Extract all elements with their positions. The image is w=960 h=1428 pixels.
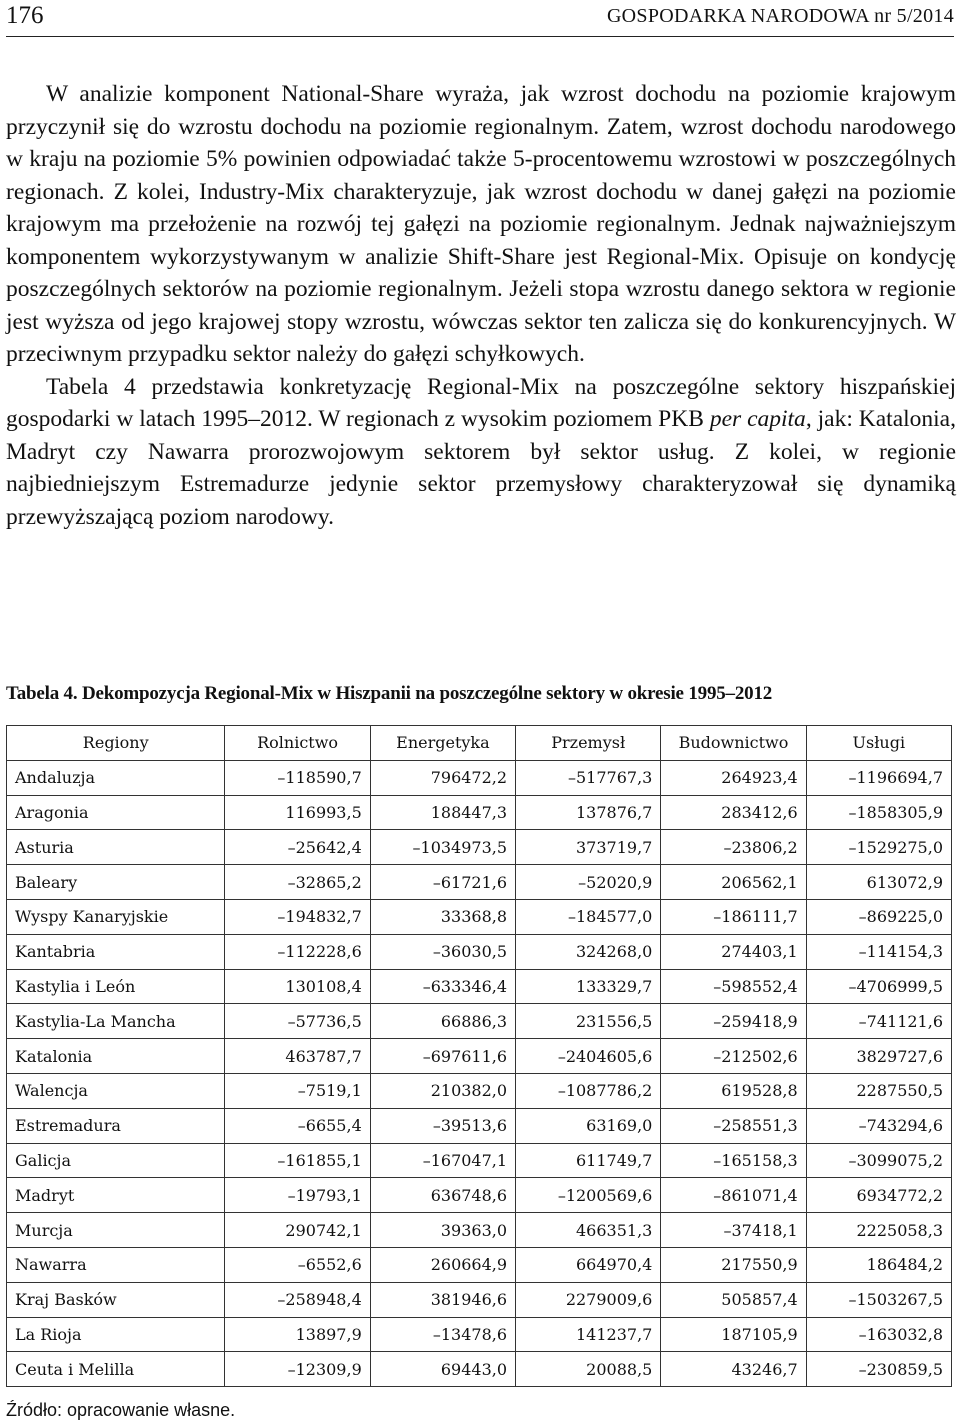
table-row <box>7 899 952 934</box>
value-cell: 66886,3 <box>370 1004 515 1039</box>
region-cell: Wyspy Kanaryjskie <box>7 899 225 934</box>
value-cell: –12309,9 <box>225 1352 370 1387</box>
region-cell: Kraj Basków <box>7 1282 225 1317</box>
value-cell: –1034973,5 <box>370 830 515 865</box>
value-cell: –23806,2 <box>661 830 806 865</box>
value-cell: –517767,3 <box>516 760 661 795</box>
value-cell: –3099075,2 <box>806 1143 951 1178</box>
table-row <box>7 1352 952 1387</box>
value-cell: 324268,0 <box>516 934 661 969</box>
value-cell: 33368,8 <box>370 899 515 934</box>
value-cell: –258948,4 <box>225 1282 370 1317</box>
value-cell: –1196694,7 <box>806 760 951 795</box>
value-cell: –13478,6 <box>370 1317 515 1352</box>
region-cell: Nawarra <box>7 1247 225 1282</box>
table-row <box>7 795 952 830</box>
value-cell: 3829727,6 <box>806 1039 951 1074</box>
journal-title: GOSPODARKA NARODOWA nr 5/2014 <box>606 5 954 27</box>
table-header-row <box>7 726 952 761</box>
value-cell: 381946,6 <box>370 1282 515 1317</box>
header-budownictwo: Budownictwo <box>661 726 806 761</box>
table-caption: Tabela 4. Dekompozycja Regional-Mix w Hiszpanii na poszczególne sektory w okresie 1995–2012 <box>6 683 773 704</box>
paragraph-text: W analizie komponent National-Share wyraża, jak wzrost dochodu na poziomie krajowym przyczynił się do wzrostu dochodu na poziomie regionalnym. Zatem, wzrost dochodu narodowego w kraju na poziomie 5% powinien odpowiadać także 5-procentowemu wzrostowi w poszczególnych regionach. Z kolei, Industry-Mix charakteryzuje, jak wzrost dochodu w danej gałęzi na poziomie krajowym ma przełożenie na rozwój tej gałęzi na poziomie regionalnym. Jednak najważniejszym komponentem wykorzystywanym w analizie Shift-Share jest Regional-Mix. Opisuje on kondycję poszczególnych sektorów na poziomie regionalnym. Jeżeli stopa wzrostu danego sektora w regionie jest wyższa od jego krajowej stopy wzrostu, wówczas sektor ten zalicza się do konkurencyjnych. W przeciwnym przypadku sektor należy do gałęzi schyłkowych. <box>6 81 956 367</box>
region-cell: Ceuta i Melilla <box>7 1352 225 1387</box>
value-cell: –1087786,2 <box>516 1073 661 1108</box>
value-cell: –259418,9 <box>661 1004 806 1039</box>
value-cell: 6934772,2 <box>806 1178 951 1213</box>
value-cell: 137876,7 <box>516 795 661 830</box>
value-cell: –19793,1 <box>225 1178 370 1213</box>
table-row <box>7 1317 952 1352</box>
regional-mix-table <box>6 725 952 1387</box>
value-cell: 264923,4 <box>661 760 806 795</box>
value-cell: –61721,6 <box>370 865 515 900</box>
region-cell: Estremadura <box>7 1108 225 1143</box>
value-cell: –52020,9 <box>516 865 661 900</box>
value-cell: –741121,6 <box>806 1004 951 1039</box>
table-row <box>7 1039 952 1074</box>
value-cell: 664970,4 <box>516 1247 661 1282</box>
value-cell: –37418,1 <box>661 1213 806 1248</box>
value-cell: 636748,6 <box>370 1178 515 1213</box>
table-row <box>7 830 952 865</box>
table-row <box>7 760 952 795</box>
table-row <box>7 1004 952 1039</box>
value-cell: –57736,5 <box>225 1004 370 1039</box>
value-cell: –161855,1 <box>225 1143 370 1178</box>
value-cell: 2225058,3 <box>806 1213 951 1248</box>
value-cell: –25642,4 <box>225 830 370 865</box>
region-cell: Murcja <box>7 1213 225 1248</box>
value-cell: –1529275,0 <box>806 830 951 865</box>
value-cell: 463787,7 <box>225 1039 370 1074</box>
value-cell: 63169,0 <box>516 1108 661 1143</box>
value-cell: –869225,0 <box>806 899 951 934</box>
value-cell: 466351,3 <box>516 1213 661 1248</box>
value-cell: –1503267,5 <box>806 1282 951 1317</box>
value-cell: –186111,7 <box>661 899 806 934</box>
header-regiony: Regiony <box>7 726 225 761</box>
value-cell: 283412,6 <box>661 795 806 830</box>
value-cell: –39513,6 <box>370 1108 515 1143</box>
value-cell: –167047,1 <box>370 1143 515 1178</box>
body-text <box>6 78 956 533</box>
value-cell: –6552,6 <box>225 1247 370 1282</box>
value-cell: 187105,9 <box>661 1317 806 1352</box>
value-cell: –258551,3 <box>661 1108 806 1143</box>
region-cell: Galicja <box>7 1143 225 1178</box>
value-cell: –212502,6 <box>661 1039 806 1074</box>
table-row <box>7 1213 952 1248</box>
table-row <box>7 1073 952 1108</box>
value-cell: –118590,7 <box>225 760 370 795</box>
value-cell: –1200569,6 <box>516 1178 661 1213</box>
region-cell: Walencja <box>7 1073 225 1108</box>
value-cell: 39363,0 <box>370 1213 515 1248</box>
value-cell: 188447,3 <box>370 795 515 830</box>
table-row <box>7 865 952 900</box>
region-cell: La Rioja <box>7 1317 225 1352</box>
value-cell: 217550,9 <box>661 1247 806 1282</box>
value-cell: 206562,1 <box>661 865 806 900</box>
region-cell: Madryt <box>7 1178 225 1213</box>
value-cell: –194832,7 <box>225 899 370 934</box>
region-cell: Andaluzja <box>7 760 225 795</box>
region-cell: Kastylia i León <box>7 969 225 1004</box>
table-row <box>7 1178 952 1213</box>
value-cell: –7519,1 <box>225 1073 370 1108</box>
value-cell: 210382,0 <box>370 1073 515 1108</box>
paragraph-2 <box>6 371 956 534</box>
region-cell: Kastylia-La Mancha <box>7 1004 225 1039</box>
value-cell: 373719,7 <box>516 830 661 865</box>
italic-term: per capita <box>709 406 806 432</box>
region-cell: Kantabria <box>7 934 225 969</box>
value-cell: 13897,9 <box>225 1317 370 1352</box>
value-cell: –36030,5 <box>370 934 515 969</box>
value-cell: –230859,5 <box>806 1352 951 1387</box>
header-rolnictwo: Rolnictwo <box>225 726 370 761</box>
value-cell: 796472,2 <box>370 760 515 795</box>
value-cell: 611749,7 <box>516 1143 661 1178</box>
value-cell: 505857,4 <box>661 1282 806 1317</box>
value-cell: 43246,7 <box>661 1352 806 1387</box>
region-cell: Asturia <box>7 830 225 865</box>
value-cell: –114154,3 <box>806 934 951 969</box>
header-energetyka: Energetyka <box>370 726 515 761</box>
value-cell: –598552,4 <box>661 969 806 1004</box>
value-cell: –861071,4 <box>661 1178 806 1213</box>
region-cell: Baleary <box>7 865 225 900</box>
value-cell: –4706999,5 <box>806 969 951 1004</box>
value-cell: 130108,4 <box>225 969 370 1004</box>
value-cell: 2287550,5 <box>806 1073 951 1108</box>
value-cell: 116993,5 <box>225 795 370 830</box>
table-row <box>7 1108 952 1143</box>
value-cell: –32865,2 <box>225 865 370 900</box>
table-source: Źródło: opracowanie własne. <box>6 1400 236 1420</box>
value-cell: –1858305,9 <box>806 795 951 830</box>
table-row <box>7 1282 952 1317</box>
value-cell: 20088,5 <box>516 1352 661 1387</box>
value-cell: 290742,1 <box>225 1213 370 1248</box>
value-cell: –2404605,6 <box>516 1039 661 1074</box>
table-row <box>7 969 952 1004</box>
region-cell: Aragonia <box>7 795 225 830</box>
value-cell: 69443,0 <box>370 1352 515 1387</box>
value-cell: –184577,0 <box>516 899 661 934</box>
value-cell: –112228,6 <box>225 934 370 969</box>
value-cell: 231556,5 <box>516 1004 661 1039</box>
value-cell: 260664,9 <box>370 1247 515 1282</box>
header-uslugi: Usługi <box>806 726 951 761</box>
paragraph-1 <box>6 78 956 371</box>
value-cell: 141237,7 <box>516 1317 661 1352</box>
value-cell: 274403,1 <box>661 934 806 969</box>
value-cell: 186484,2 <box>806 1247 951 1282</box>
value-cell: –633346,4 <box>370 969 515 1004</box>
paragraph-text: Tabela 4 przedstawia konkretyzację Regional-Mix na poszczególne sektory hiszpańskiej gospodarki w latach 1995–2012. W regionach z wysokim poziomem PKB <box>6 373 956 432</box>
table-row <box>7 1143 952 1178</box>
value-cell: –743294,6 <box>806 1108 951 1143</box>
value-cell: –697611,6 <box>370 1039 515 1074</box>
table-row <box>7 934 952 969</box>
page-number: 176 <box>6 2 44 29</box>
region-cell: Katalonia <box>7 1039 225 1074</box>
value-cell: –6655,4 <box>225 1108 370 1143</box>
value-cell: 619528,8 <box>661 1073 806 1108</box>
value-cell: 133329,7 <box>516 969 661 1004</box>
table-row <box>7 1247 952 1282</box>
table-body <box>7 760 952 1386</box>
value-cell: –165158,3 <box>661 1143 806 1178</box>
paragraph-text: , jak: Katalonia, Madryt czy Nawarra prorozwojowym sektorem był sektor usług. Z kolei, w regionie najbiedniejszym Estremadurze jedynie sektor przemysłowy charakteryzował się dynamiką przewyższającą poziom narodowy. <box>6 406 956 530</box>
value-cell: –163032,8 <box>806 1317 951 1352</box>
value-cell: 613072,9 <box>806 865 951 900</box>
header-przemysl: Przemysł <box>516 726 661 761</box>
value-cell: 2279009,6 <box>516 1282 661 1317</box>
running-head <box>6 0 954 37</box>
